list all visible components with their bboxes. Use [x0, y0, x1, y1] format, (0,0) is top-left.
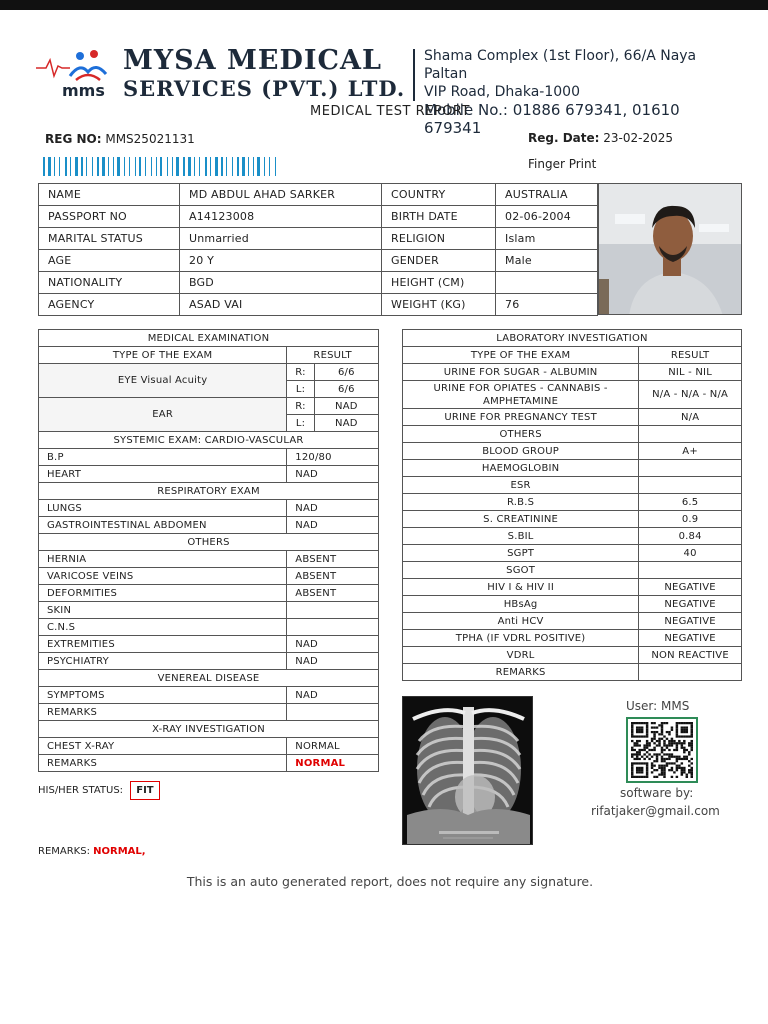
personal-cell-v1: Unmarried: [180, 228, 382, 250]
venereal-title: VENEREAL DISEASE: [39, 670, 379, 687]
medical-title: MEDICAL EXAMINATION: [39, 330, 379, 347]
ear-l-label: L:: [287, 415, 314, 432]
hernia-label: HERNIA: [39, 551, 287, 568]
laboratory-investigation-table: [402, 329, 742, 681]
lab-test-result: NEGATIVE: [639, 596, 742, 613]
lab-test-label: VDRL: [403, 647, 639, 664]
resp-title: RESPIRATORY EXAM: [39, 483, 379, 500]
qr-code-icon: [626, 717, 698, 783]
personal-cell-v1: A14123008: [180, 206, 382, 228]
lab-row: [403, 545, 742, 562]
lab-col-result: RESULT: [639, 347, 742, 364]
reg-no: [45, 132, 195, 146]
lab-test-result: [639, 460, 742, 477]
personal-cell-v1: MD ABDUL AHAD SARKER: [180, 184, 382, 206]
lab-test-result: 0.9: [639, 511, 742, 528]
lab-row: [403, 460, 742, 477]
lab-row: [403, 630, 742, 647]
user-label: User: MMS: [626, 699, 690, 713]
personal-cell-v2: Male: [496, 250, 598, 272]
lab-test-label: HIV I & HIV II: [403, 579, 639, 596]
eye-r-label: R:: [287, 364, 314, 381]
barcode-icon: [43, 157, 279, 176]
address-line-2: VIP Road, Dhaka-1000: [424, 84, 580, 100]
personal-cell-l1: NATIONALITY: [39, 272, 180, 294]
heart-label: HEART: [39, 466, 287, 483]
xray-image: [403, 697, 533, 845]
cns-label: C.N.S: [39, 619, 287, 636]
lab-test-result: [639, 477, 742, 494]
lab-test-result: 40: [639, 545, 742, 562]
lab-test-result: NON REACTIVE: [639, 647, 742, 664]
personal-row: [39, 228, 598, 250]
mms-logo-icon: [36, 46, 120, 100]
gastro-value: NAD: [287, 517, 379, 534]
lab-test-result: NEGATIVE: [639, 613, 742, 630]
lab-test-label: URINE FOR PREGNANCY TEST: [403, 409, 639, 426]
lab-row: [403, 664, 742, 681]
reg-no-label: REG NO:: [45, 132, 102, 146]
lungs-label: LUNGS: [39, 500, 287, 517]
medical-col-result: RESULT: [287, 347, 379, 364]
brand-line-2: SERVICES (PVT.) LTD.: [123, 76, 406, 101]
psychiatry-value: NAD: [287, 653, 379, 670]
lab-test-label: SGPT: [403, 545, 639, 562]
xray-remarks-label: REMARKS: [39, 755, 287, 772]
lab-row: [403, 579, 742, 596]
lab-test-label: TPHA (IF VDRL POSITIVE): [403, 630, 639, 647]
address-line-1: Shama Complex (1st Floor), 66/A Naya Paltan: [424, 48, 697, 82]
lab-row: [403, 409, 742, 426]
lab-test-result: N/A: [639, 409, 742, 426]
applicant-photo: [598, 183, 742, 315]
software-email: rifatjaker@gmail.com: [591, 804, 720, 818]
lab-row: [403, 647, 742, 664]
personal-cell-v2: Islam: [496, 228, 598, 250]
cns-value: [287, 619, 379, 636]
lab-row: [403, 613, 742, 630]
lab-row: [403, 443, 742, 460]
lab-col-type: TYPE OF THE EXAM: [403, 347, 639, 364]
chest-xray-label: CHEST X-RAY: [39, 738, 287, 755]
lab-test-result: [639, 426, 742, 443]
lab-row: [403, 477, 742, 494]
personal-cell-l1: NAME: [39, 184, 180, 206]
varicose-value: ABSENT: [287, 568, 379, 585]
software-by-label: software by:: [620, 786, 694, 800]
ear-r-label: R:: [287, 398, 314, 415]
report-remarks-value: NORMAL,: [93, 846, 146, 857]
personal-cell-v2: 76: [496, 294, 598, 316]
personal-cell-l2: GENDER: [382, 250, 496, 272]
chest-xray-image: [402, 696, 533, 845]
extremities-value: NAD: [287, 636, 379, 653]
applicant-photo-image: [599, 184, 742, 315]
lab-test-label: HBsAg: [403, 596, 639, 613]
systemic-title: SYSTEMIC EXAM: CARDIO-VASCULAR: [39, 432, 379, 449]
eye-l-value: 6/6: [314, 381, 378, 398]
lab-test-label: SGOT: [403, 562, 639, 579]
hernia-value: ABSENT: [287, 551, 379, 568]
personal-row: [39, 294, 598, 316]
lab-test-label: URINE FOR SUGAR - ALBUMIN: [403, 364, 639, 381]
personal-row: [39, 206, 598, 228]
lab-row: [403, 381, 742, 409]
lab-test-result: NEGATIVE: [639, 630, 742, 647]
report-title: MEDICAL TEST REPORT: [310, 104, 470, 119]
reg-no-value: MMS25021131: [105, 132, 195, 146]
medical-col-type: TYPE OF THE EXAM: [39, 347, 287, 364]
extremities-label: EXTREMITIES: [39, 636, 287, 653]
personal-cell-l1: PASSPORT NO: [39, 206, 180, 228]
personal-cell-v1: BGD: [180, 272, 382, 294]
lab-test-result: NIL - NIL: [639, 364, 742, 381]
medical-examination-table: [38, 329, 379, 772]
skin-label: SKIN: [39, 602, 287, 619]
lab-test-result: NEGATIVE: [639, 579, 742, 596]
deformities-value: ABSENT: [287, 585, 379, 602]
top-bar: [0, 0, 768, 10]
personal-cell-v1: 20 Y: [180, 250, 382, 272]
lab-row: [403, 494, 742, 511]
lab-test-result: [639, 562, 742, 579]
address-line-3: Mobile No.: 01886 679341, 01610 679341: [424, 101, 680, 137]
lab-test-result: N/A - N/A - N/A: [639, 381, 742, 409]
lab-test-label: BLOOD GROUP: [403, 443, 639, 460]
reg-date-label: Reg. Date:: [528, 131, 600, 145]
skin-value: [287, 602, 379, 619]
fitness-status: [38, 781, 160, 800]
lab-title: LABORATORY INVESTIGATION: [403, 330, 742, 347]
lab-row: [403, 426, 742, 443]
ear-l-value: NAD: [314, 415, 378, 432]
lab-test-label: R.B.S: [403, 494, 639, 511]
lab-test-label: S. CREATININE: [403, 511, 639, 528]
personal-cell-l1: MARITAL STATUS: [39, 228, 180, 250]
lab-row: [403, 511, 742, 528]
report-remarks: [38, 846, 146, 857]
ear-label: EAR: [39, 398, 287, 432]
lab-test-result: [639, 664, 742, 681]
lungs-value: NAD: [287, 500, 379, 517]
lab-test-result: 6.5: [639, 494, 742, 511]
report-remarks-label: REMARKS:: [38, 846, 90, 857]
lab-test-label: S.BIL: [403, 528, 639, 545]
chest-xray-value: NORMAL: [287, 738, 379, 755]
personal-cell-v2: AUSTRALIA: [496, 184, 598, 206]
personal-cell-v2: [496, 272, 598, 294]
eye-r-value: 6/6: [314, 364, 378, 381]
personal-row: [39, 272, 598, 294]
lab-test-label: REMARKS: [403, 664, 639, 681]
address-block: [424, 47, 740, 137]
lab-test-label: Anti HCV: [403, 613, 639, 630]
lab-row: [403, 528, 742, 545]
footer-note: This is an auto generated report, does not require any signature.: [186, 874, 594, 889]
symptoms-value: NAD: [287, 687, 379, 704]
lab-test-result: 0.84: [639, 528, 742, 545]
bp-label: B.P: [39, 449, 287, 466]
qr-code-image: [631, 722, 693, 778]
personal-row: [39, 250, 598, 272]
personal-cell-l2: BIRTH DATE: [382, 206, 496, 228]
eye-l-label: L:: [287, 381, 314, 398]
personal-cell-l2: WEIGHT (KG): [382, 294, 496, 316]
lab-test-label: HAEMOGLOBIN: [403, 460, 639, 477]
personal-row: [39, 184, 598, 206]
personal-cell-l1: AGE: [39, 250, 180, 272]
gastro-label: GASTROINTESTINAL ABDOMEN: [39, 517, 287, 534]
personal-info-table: [38, 183, 598, 316]
lab-row: [403, 596, 742, 613]
finger-print-label: Finger Print: [528, 157, 597, 171]
brand-line-1: MYSA MEDICAL: [123, 45, 382, 76]
lab-row: [403, 562, 742, 579]
personal-cell-l1: AGENCY: [39, 294, 180, 316]
lab-test-label: ESR: [403, 477, 639, 494]
status-badge: FIT: [130, 781, 159, 800]
personal-cell-v1: ASAD VAI: [180, 294, 382, 316]
header-divider: [413, 49, 415, 101]
symptoms-label: SYMPTOMS: [39, 687, 287, 704]
personal-cell-l2: HEIGHT (CM): [382, 272, 496, 294]
personal-cell-l2: COUNTRY: [382, 184, 496, 206]
xray-title: X-RAY INVESTIGATION: [39, 721, 379, 738]
bp-value: 120/80: [287, 449, 379, 466]
logo-text: mms: [62, 81, 105, 100]
lab-test-result: A+: [639, 443, 742, 460]
psychiatry-label: PSYCHIATRY: [39, 653, 287, 670]
xray-remarks-value: NORMAL: [287, 755, 379, 772]
lab-row: [403, 364, 742, 381]
lab-test-label: OTHERS: [403, 426, 639, 443]
brand-name: [123, 46, 405, 102]
medical-remarks-value: [287, 704, 379, 721]
lab-test-label: URINE FOR OPIATES - CANNABIS - AMPHETAMINE: [403, 381, 639, 409]
reg-date-value: 23-02-2025: [603, 131, 674, 145]
deformities-label: DEFORMITIES: [39, 585, 287, 602]
reg-date: [528, 131, 673, 145]
personal-cell-v2: 02-06-2004: [496, 206, 598, 228]
others-title: OTHERS: [39, 534, 379, 551]
eye-label: EYE Visual Acuity: [39, 364, 287, 398]
ear-r-value: NAD: [314, 398, 378, 415]
status-label: HIS/HER STATUS:: [38, 785, 124, 796]
heart-value: NAD: [287, 466, 379, 483]
medical-remarks-label: REMARKS: [39, 704, 287, 721]
personal-cell-l2: RELIGION: [382, 228, 496, 250]
varicose-label: VARICOSE VEINS: [39, 568, 287, 585]
